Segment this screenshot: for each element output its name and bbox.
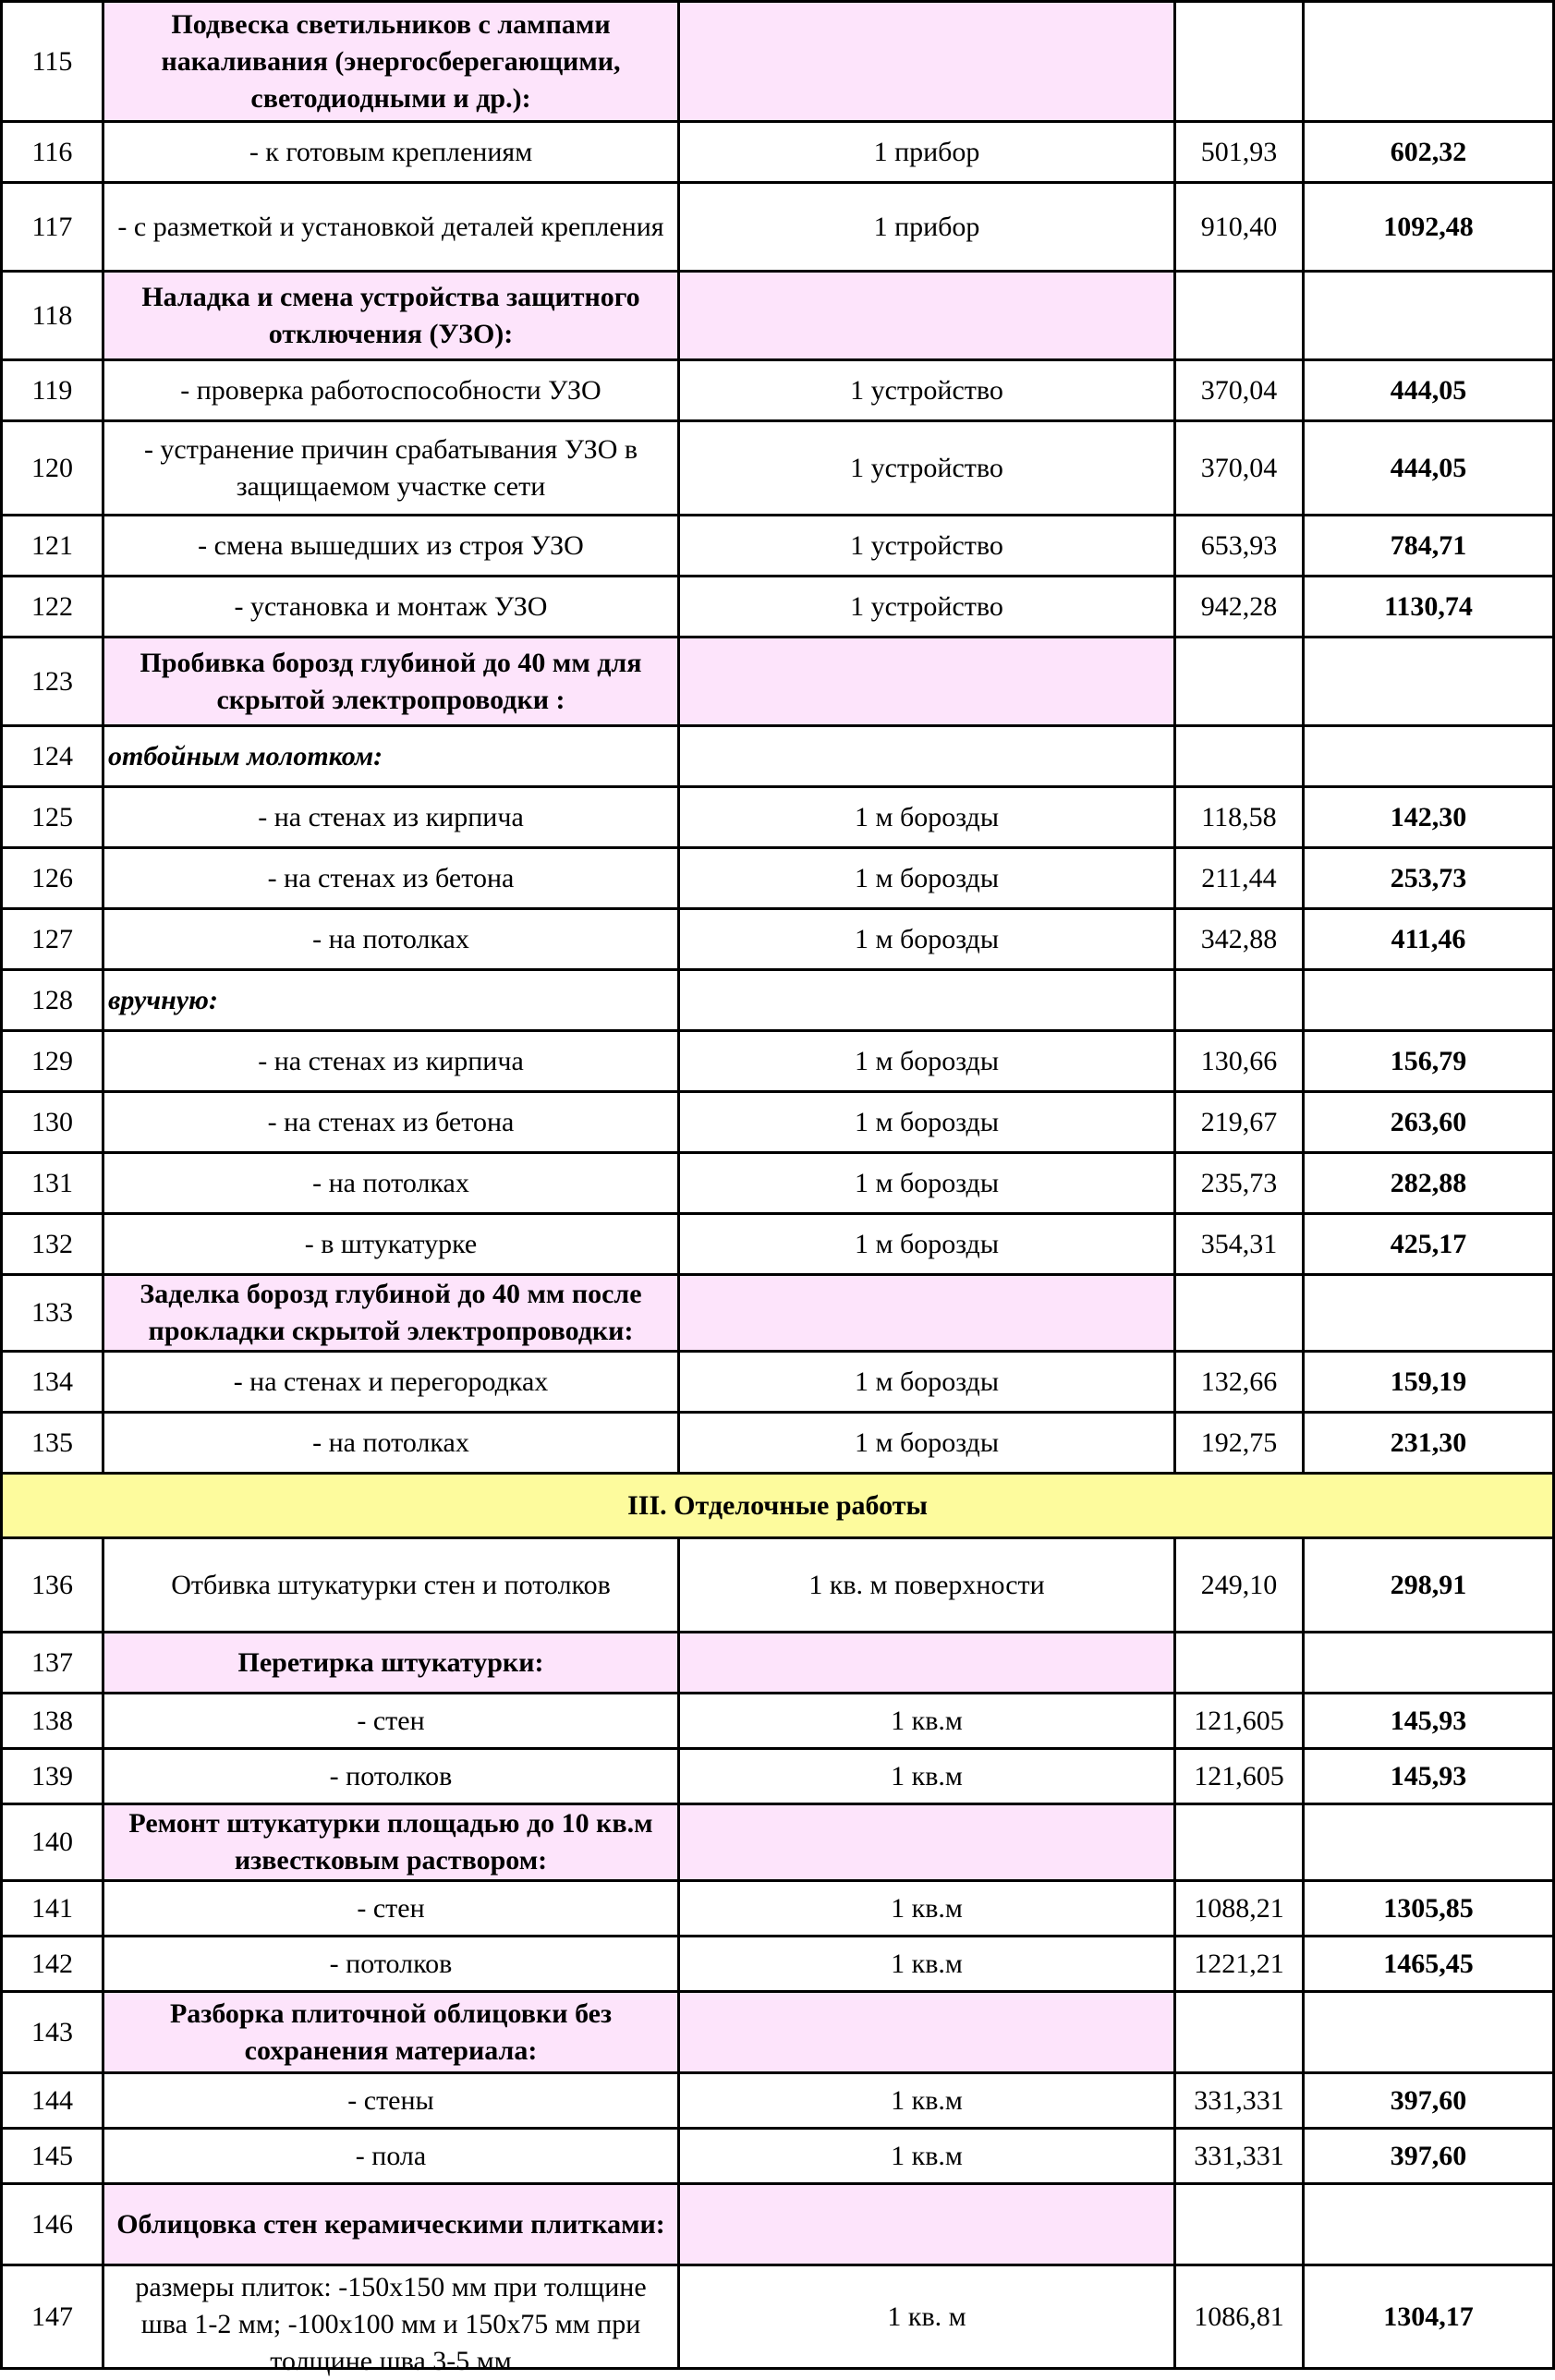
base-price	[1175, 970, 1304, 1031]
base-price	[1175, 2, 1304, 122]
total-price: 159,19	[1304, 1352, 1554, 1413]
base-price: 249,10	[1175, 1538, 1304, 1633]
total-price: 263,60	[1304, 1092, 1554, 1153]
total-price	[1304, 1992, 1554, 2073]
table-row	[2, 1992, 1554, 2073]
base-price: 370,04	[1175, 421, 1304, 516]
unit-of-measure: 1 кв.м	[679, 2129, 1175, 2184]
row-number: 124	[2, 726, 103, 787]
unit-of-measure	[679, 2, 1175, 122]
base-price	[1175, 2184, 1304, 2265]
unit-of-measure: 1 м борозды	[679, 1031, 1175, 1092]
row-number: 119	[2, 360, 103, 421]
base-price: 235,73	[1175, 1153, 1304, 1214]
unit-of-measure: 1 кв.м	[679, 1694, 1175, 1749]
unit-of-measure	[679, 638, 1175, 726]
work-description: Заделка борозд глубиной до 40 мм после прокладки скрытой электропроводки:	[103, 1275, 679, 1352]
row-number: 147	[2, 2265, 103, 2369]
total-price: 298,91	[1304, 1538, 1554, 1633]
base-price: 219,67	[1175, 1092, 1304, 1153]
work-description: - на стенах из кирпича	[103, 787, 679, 848]
unit-of-measure	[679, 726, 1175, 787]
table-row	[2, 2129, 1554, 2184]
table-row	[2, 1881, 1554, 1937]
base-price	[1175, 638, 1304, 726]
total-price: 1130,74	[1304, 577, 1554, 638]
unit-of-measure: 1 прибор	[679, 122, 1175, 183]
work-description: - в штукатурке	[103, 1214, 679, 1275]
row-number: 123	[2, 638, 103, 726]
table-row	[2, 638, 1554, 726]
work-description: - на стенах и перегородках	[103, 1352, 679, 1413]
table-row	[2, 272, 1554, 360]
work-description: - проверка работоспособности УЗО	[103, 360, 679, 421]
unit-of-measure: 1 м борозды	[679, 787, 1175, 848]
total-price: 425,17	[1304, 1214, 1554, 1275]
row-number: 129	[2, 1031, 103, 1092]
total-price: 282,88	[1304, 1153, 1554, 1214]
table-row	[2, 2184, 1554, 2265]
row-number: 142	[2, 1937, 103, 1992]
table-row	[2, 1352, 1554, 1413]
unit-of-measure	[679, 1992, 1175, 2073]
base-price: 653,93	[1175, 516, 1304, 577]
row-number: 137	[2, 1633, 103, 1694]
work-description: отбойным молотком:	[103, 726, 679, 787]
row-number: 135	[2, 1413, 103, 1474]
row-number: 144	[2, 2073, 103, 2129]
total-price: 1304,17	[1304, 2265, 1554, 2369]
total-price	[1304, 1804, 1554, 1881]
base-price	[1175, 1804, 1304, 1881]
row-number: 139	[2, 1749, 103, 1804]
row-number: 117	[2, 183, 103, 272]
work-description: - с разметкой и установкой деталей крепления	[103, 183, 679, 272]
unit-of-measure: 1 м борозды	[679, 1092, 1175, 1153]
row-number: 138	[2, 1694, 103, 1749]
work-description: Ремонт штукатурки площадью до 10 кв.м известковым раствором:	[103, 1804, 679, 1881]
table-row	[2, 1694, 1554, 1749]
base-price: 121,605	[1175, 1694, 1304, 1749]
work-description: - на стенах из бетона	[103, 848, 679, 909]
base-price: 132,66	[1175, 1352, 1304, 1413]
unit-of-measure: 1 кв.м	[679, 1881, 1175, 1937]
table-row	[2, 1538, 1554, 1633]
table-row	[2, 970, 1554, 1031]
row-number: 121	[2, 516, 103, 577]
total-price: 397,60	[1304, 2073, 1554, 2129]
price-table-body	[2, 2, 1554, 2376]
base-price: 1086,81	[1175, 2265, 1304, 2369]
row-number: 133	[2, 1275, 103, 1352]
base-price: 501,93	[1175, 122, 1304, 183]
work-description: Перетирка штукатурки:	[103, 1633, 679, 1694]
table-row	[2, 1031, 1554, 1092]
base-price	[1175, 272, 1304, 360]
row-number: 136	[2, 1538, 103, 1633]
table-row	[2, 726, 1554, 787]
row-number: 145	[2, 2129, 103, 2184]
unit-of-measure: 1 устройство	[679, 360, 1175, 421]
table-row	[2, 2, 1554, 122]
work-description: - к готовым креплениям	[103, 122, 679, 183]
unit-of-measure: 1 м борозды	[679, 909, 1175, 970]
total-price	[1304, 1275, 1554, 1352]
unit-of-measure: 1 прибор	[679, 183, 1175, 272]
table-row	[2, 122, 1554, 183]
unit-of-measure: 1 м борозды	[679, 1214, 1175, 1275]
unit-of-measure	[679, 2184, 1175, 2265]
work-description: - потолков	[103, 1937, 679, 1992]
total-price	[1304, 1633, 1554, 1694]
work-description: Наладка и смена устройства защитного отключения (УЗО):	[103, 272, 679, 360]
unit-of-measure	[679, 970, 1175, 1031]
row-number: 115	[2, 2, 103, 122]
unit-of-measure: 1 м борозды	[679, 1413, 1175, 1474]
unit-of-measure: 1 м борозды	[679, 1352, 1175, 1413]
work-description: - на стенах из бетона	[103, 1092, 679, 1153]
unit-of-measure: 1 м борозды	[679, 848, 1175, 909]
row-number: 118	[2, 272, 103, 360]
table-row	[2, 577, 1554, 638]
base-price: 118,58	[1175, 787, 1304, 848]
table-row	[2, 848, 1554, 909]
total-price: 602,32	[1304, 122, 1554, 183]
total-price: 411,46	[1304, 909, 1554, 970]
work-description: - установка и монтаж УЗО	[103, 577, 679, 638]
work-description: - смена вышедших из строя УЗО	[103, 516, 679, 577]
base-price	[1175, 1992, 1304, 2073]
total-price: 142,30	[1304, 787, 1554, 848]
work-description: - потолков	[103, 1749, 679, 1804]
row-number: 146	[2, 2184, 103, 2265]
unit-of-measure: 1 устройство	[679, 421, 1175, 516]
table-row	[2, 360, 1554, 421]
base-price: 192,75	[1175, 1413, 1304, 1474]
unit-of-measure	[679, 272, 1175, 360]
base-price: 331,331	[1175, 2073, 1304, 2129]
total-price: 1305,85	[1304, 1881, 1554, 1937]
total-price: 145,93	[1304, 1749, 1554, 1804]
row-number: 130	[2, 1092, 103, 1153]
table-row	[2, 1937, 1554, 1992]
total-price: 1465,45	[1304, 1937, 1554, 1992]
work-description: Подвеска светильников с лампами накаливания (энергосберегающими, светодиодными и др.):	[103, 2, 679, 122]
work-description: - на стенах из кирпича	[103, 1031, 679, 1092]
base-price: 354,31	[1175, 1214, 1304, 1275]
work-description: - устранение причин срабатывания УЗО в защищаемом участке сети	[103, 421, 679, 516]
base-price: 1088,21	[1175, 1881, 1304, 1937]
work-description: - пола	[103, 2129, 679, 2184]
work-description: - на потолках	[103, 1413, 679, 1474]
work-description: Облицовка стен керамическими плитками:	[103, 2184, 679, 2265]
row-number: 141	[2, 1881, 103, 1937]
base-price: 121,605	[1175, 1749, 1304, 1804]
row-number: 131	[2, 1153, 103, 1214]
row-number: 125	[2, 787, 103, 848]
total-price	[1304, 638, 1554, 726]
base-price: 130,66	[1175, 1031, 1304, 1092]
table-row	[2, 1092, 1554, 1153]
work-description: - стен	[103, 1881, 679, 1937]
row-number: 120	[2, 421, 103, 516]
unit-of-measure: 1 кв.м	[679, 1749, 1175, 1804]
table-row	[2, 1413, 1554, 1474]
total-price	[1304, 970, 1554, 1031]
total-price: 397,60	[1304, 2129, 1554, 2184]
row-number: 122	[2, 577, 103, 638]
section-header-row	[2, 1474, 1554, 1538]
row-number: 134	[2, 1352, 103, 1413]
total-price	[1304, 726, 1554, 787]
work-description: - на потолках	[103, 909, 679, 970]
unit-of-measure: 1 кв.м	[679, 1937, 1175, 1992]
table-row	[2, 1153, 1554, 1214]
base-price: 370,04	[1175, 360, 1304, 421]
base-price: 942,28	[1175, 577, 1304, 638]
row-number: 116	[2, 122, 103, 183]
table-row	[2, 1749, 1554, 1804]
work-description: Пробивка борозд глубиной до 40 мм для скрытой электропроводки :	[103, 638, 679, 726]
work-description: размеры плиток: -150х150 мм при толщине шва 1-2 мм; -100х100 мм и 150х75 мм при толщине шва 3-5 мм	[103, 2265, 679, 2369]
total-price	[1304, 2, 1554, 122]
work-description: вручную:	[103, 970, 679, 1031]
total-price: 231,30	[1304, 1413, 1554, 1474]
row-number: 127	[2, 909, 103, 970]
table-row	[2, 183, 1554, 272]
work-description: - стен	[103, 1694, 679, 1749]
unit-of-measure	[679, 1804, 1175, 1881]
table-row	[2, 1633, 1554, 1694]
total-price: 145,93	[1304, 1694, 1554, 1749]
row-number: 128	[2, 970, 103, 1031]
total-price: 253,73	[1304, 848, 1554, 909]
total-price: 444,05	[1304, 421, 1554, 516]
unit-of-measure	[679, 1633, 1175, 1694]
base-price	[1175, 1275, 1304, 1352]
base-price	[1175, 1633, 1304, 1694]
table-row	[2, 1275, 1554, 1352]
work-description: - на потолках	[103, 1153, 679, 1214]
unit-of-measure: 1 кв. м поверхности	[679, 1538, 1175, 1633]
table-row	[2, 2265, 1554, 2369]
table-row	[2, 421, 1554, 516]
row-number: 143	[2, 1992, 103, 2073]
base-price: 211,44	[1175, 848, 1304, 909]
row-number: 140	[2, 1804, 103, 1881]
work-description: Отбивка штукатурки стен и потолков	[103, 1538, 679, 1633]
total-price	[1304, 272, 1554, 360]
table-row	[2, 1804, 1554, 1881]
unit-of-measure: 1 устройство	[679, 577, 1175, 638]
unit-of-measure: 1 кв. м	[679, 2265, 1175, 2369]
table-row	[2, 516, 1554, 577]
base-price: 1221,21	[1175, 1937, 1304, 1992]
base-price: 331,331	[1175, 2129, 1304, 2184]
total-price: 1092,48	[1304, 183, 1554, 272]
work-description: Разборка плиточной облицовки без сохранения материала:	[103, 1992, 679, 2073]
unit-of-measure: 1 устройство	[679, 516, 1175, 577]
total-price	[1304, 2184, 1554, 2265]
table-row	[2, 2073, 1554, 2129]
base-price: 910,40	[1175, 183, 1304, 272]
row-number: 126	[2, 848, 103, 909]
base-price: 342,88	[1175, 909, 1304, 970]
total-price: 444,05	[1304, 360, 1554, 421]
table-row	[2, 787, 1554, 848]
total-price: 784,71	[1304, 516, 1554, 577]
unit-of-measure: 1 м борозды	[679, 1153, 1175, 1214]
base-price	[1175, 726, 1304, 787]
work-description: - стены	[103, 2073, 679, 2129]
table-row	[2, 909, 1554, 970]
unit-of-measure	[679, 1275, 1175, 1352]
row-number: 132	[2, 1214, 103, 1275]
table-row	[2, 1214, 1554, 1275]
section-title: III. Отделочные работы	[2, 1474, 1554, 1538]
total-price: 156,79	[1304, 1031, 1554, 1092]
unit-of-measure: 1 кв.м	[679, 2073, 1175, 2129]
